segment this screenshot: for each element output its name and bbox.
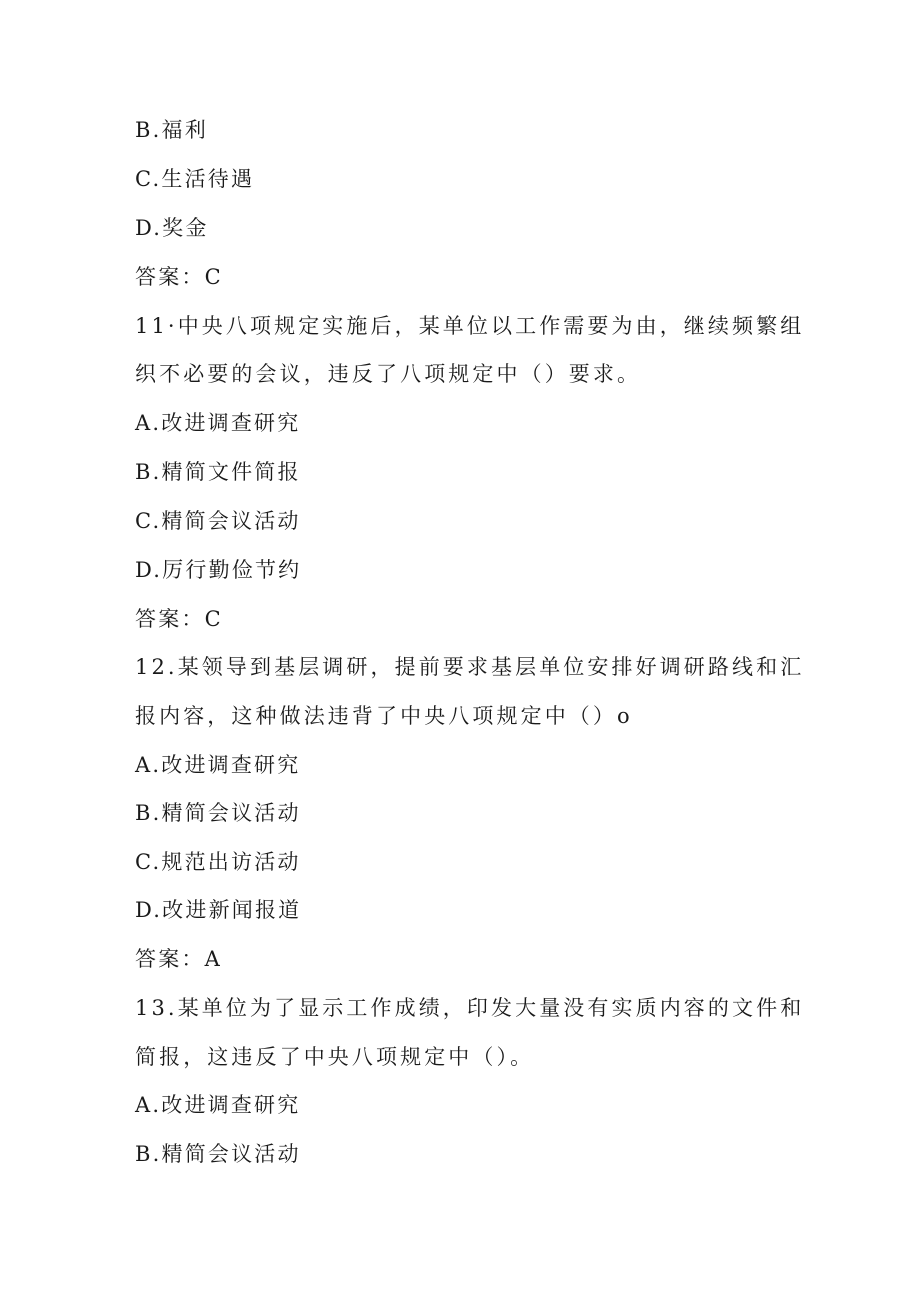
question-13-line-1: 13.某单位为了显示工作成绩，印发大量没有实质内容的文件和 (135, 996, 805, 1020)
option-d-bonus: D.奖金 (135, 216, 209, 240)
question-11-line-1: 11·中央八项规定实施后，某单位以工作需要为由，继续频繁组 (135, 314, 805, 338)
question-12-line-2: 报内容，这种做法违背了中央八项规定中（）o (135, 704, 633, 728)
question-11-option-c: C.精简会议活动 (135, 509, 301, 533)
option-b-welfare: B.福利 (135, 118, 208, 142)
question-11-option-d: D.厉行勤俭节约 (135, 558, 302, 582)
question-11-option-a: A.改进调查研究 (135, 411, 301, 435)
question-12-option-d: D.改进新闻报道 (135, 898, 302, 922)
option-c-living-treatment: C.生活待遇 (135, 167, 255, 191)
question-12-line-1: 12.某领导到基层调研，提前要求基层单位安排好调研路线和汇 (135, 655, 805, 679)
question-11-option-b: B.精简文件简报 (135, 460, 301, 484)
question-11-line-2: 织不必要的会议，违反了八项规定中（）要求。 (135, 362, 642, 386)
question-13-option-a: A.改进调查研究 (135, 1093, 301, 1117)
answer-12: 答案：A (135, 947, 222, 971)
question-12-option-b: B.精简会议活动 (135, 801, 301, 825)
answer-10: 答案：C (135, 265, 223, 289)
question-12-option-c: C.规范出访活动 (135, 850, 301, 874)
question-13-option-b: B.精简会议活动 (135, 1142, 301, 1166)
answer-11: 答案：C (135, 607, 223, 631)
question-13-line-2: 简报，这违反了中央八项规定中（）。 (135, 1045, 535, 1069)
question-12-option-a: A.改进调查研究 (135, 753, 301, 777)
